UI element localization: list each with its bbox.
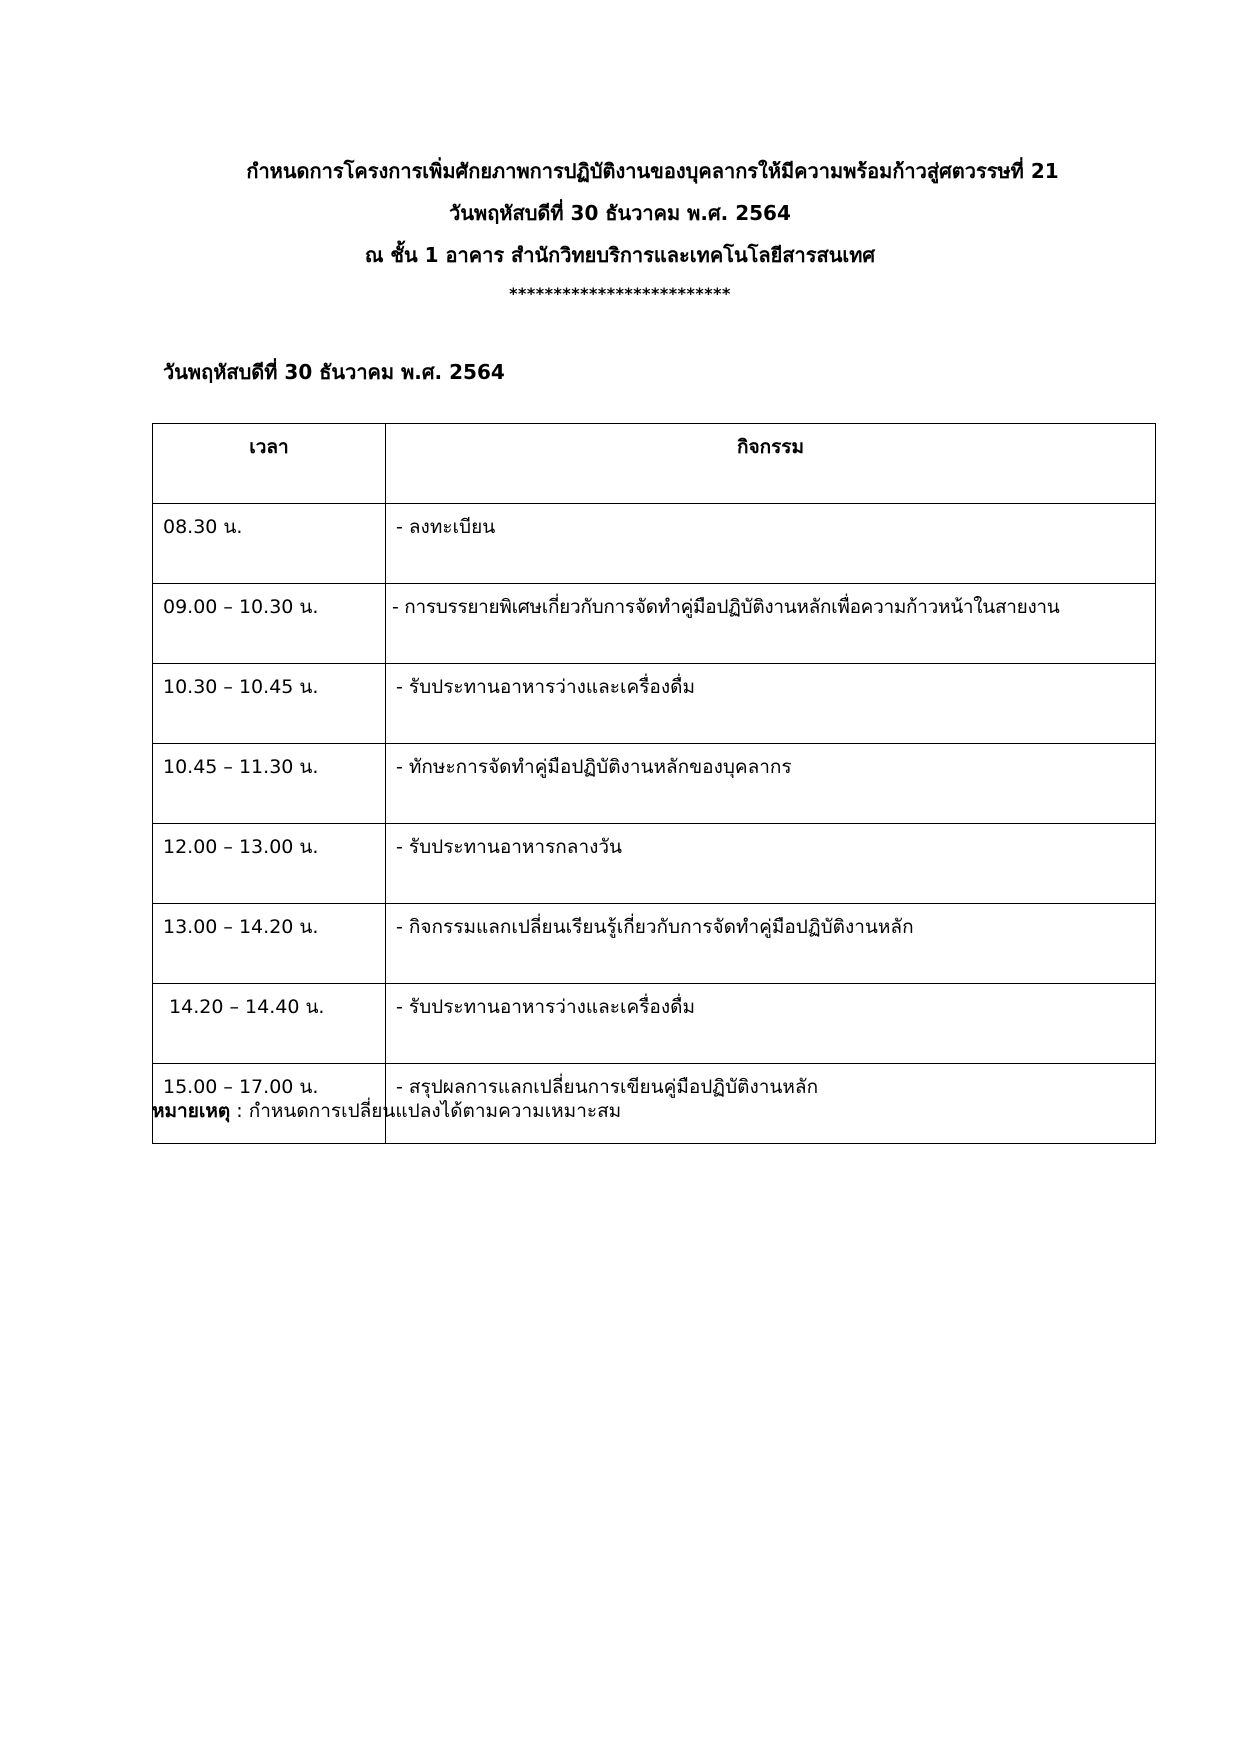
table-row [153, 664, 1156, 744]
table-row [153, 984, 1156, 1064]
header-time: เวลา [153, 424, 386, 504]
footnote [152, 1095, 621, 1127]
star-divider: ************************* [509, 284, 731, 303]
activity-cell: - ทักษะการจัดทำคู่มือปฏิบัติงานหลักของบุคลากร [386, 744, 1156, 824]
activity-cell: - การบรรยายพิเศษเกี่ยวกับการจัดทำคู่มือปฏิบัติงานหลักเพื่อความก้าวหน้าในสายงาน [386, 584, 1156, 664]
schedule-date-heading: วันพฤหัสบดีที่ 30 ธันวาคม พ.ศ. 2564 [163, 360, 505, 384]
time-cell: 14.20 – 14.40 น. [153, 984, 386, 1064]
table-row [153, 744, 1156, 824]
activity-cell: - รับประทานอาหารว่างและเครื่องดื่ม [386, 984, 1156, 1064]
time-cell: 10.30 – 10.45 น. [153, 664, 386, 744]
document-header [0, 150, 1240, 312]
document-location: ณ ชั้น 1 อาคาร สำนักวิทยบริการและเทคโนโลยีสารสนเทศ [364, 243, 876, 267]
document-date: วันพฤหัสบดีที่ 30 ธันวาคม พ.ศ. 2564 [449, 201, 791, 225]
time-cell: 13.00 – 14.20 น. [153, 904, 386, 984]
schedule-table [152, 423, 1156, 1144]
table-row [153, 824, 1156, 904]
activity-cell: - รับประทานอาหารกลางวัน [386, 824, 1156, 904]
table-header-row [153, 424, 1156, 504]
table-row [153, 904, 1156, 984]
footnote-separator: : [230, 1100, 249, 1122]
time-cell: 12.00 – 13.00 น. [153, 824, 386, 904]
table-row [153, 584, 1156, 664]
footnote-text: กำหนดการเปลี่ยนแปลงได้ตามความเหมาะสม [248, 1100, 622, 1122]
time-cell: 08.30 น. [153, 504, 386, 584]
footnote-label: หมายเหตุ [152, 1100, 231, 1122]
time-cell: 09.00 – 10.30 น. [153, 584, 386, 664]
activity-cell: - กิจกรรมแลกเปลี่ยนเรียนรู้เกี่ยวกับการจัดทำคู่มือปฏิบัติงานหลัก [386, 904, 1156, 984]
time-cell: 10.45 – 11.30 น. [153, 744, 386, 824]
activity-cell: - รับประทานอาหารว่างและเครื่องดื่ม [386, 664, 1156, 744]
activity-cell: - ลงทะเบียน [386, 504, 1156, 584]
activity-cell: - สรุปผลการแลกเปลี่ยนการเขียนคู่มือปฏิบัติงานหลัก [386, 1064, 1156, 1144]
time-cell: 15.00 – 17.00 น. [153, 1064, 386, 1144]
header-activity: กิจกรรม [386, 424, 1156, 504]
table-row [153, 504, 1156, 584]
document-title: กำหนดการโครงการเพิ่มศักยภาพการปฏิบัติงานของบุคลากรให้มีความพร้อมก้าวสู่ศตวรรษที่ 21 [246, 159, 1059, 183]
